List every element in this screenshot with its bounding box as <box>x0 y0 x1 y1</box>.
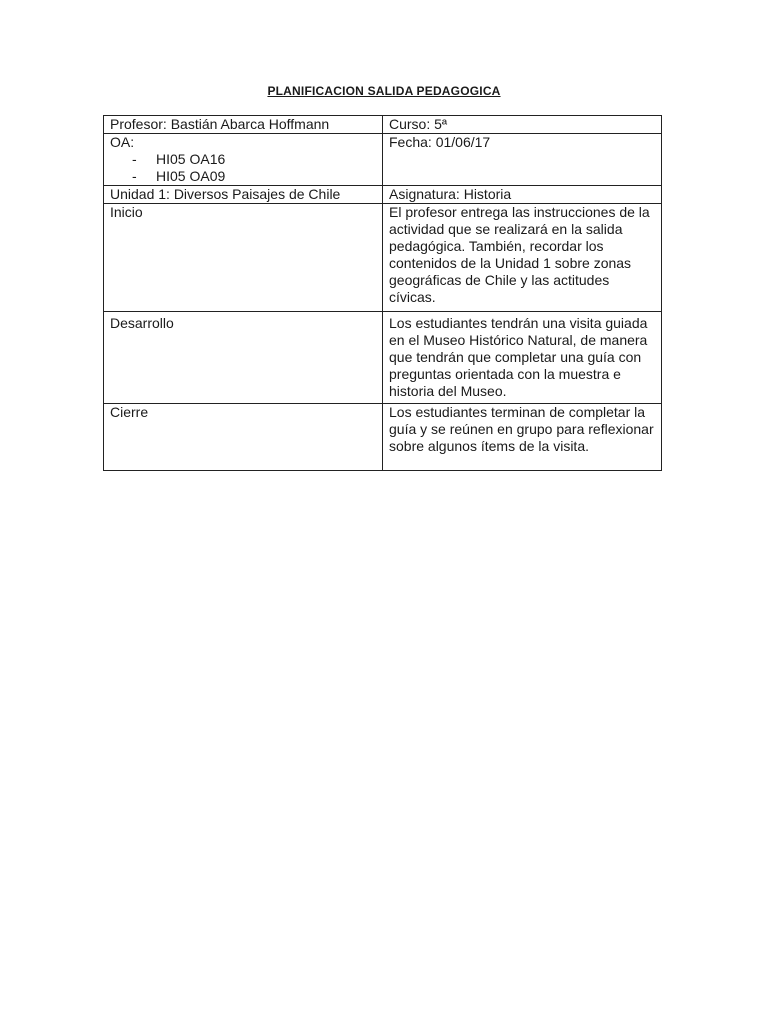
phase-label: Cierre <box>104 404 383 471</box>
table-row <box>104 204 662 312</box>
table-row <box>104 186 662 204</box>
list-item <box>132 168 376 185</box>
planning-table <box>103 115 662 471</box>
table-row <box>104 116 662 134</box>
phase-description: Los estudiantes tendrán una visita guiada en el Museo Histórico Natural, de manera que tendrán que completar una guía con preguntas orientada con la muestra e historia del Museo. <box>383 312 662 404</box>
list-item <box>132 151 376 168</box>
profesor-cell: Profesor: Bastián Abarca Hoffmann <box>104 116 383 134</box>
oa-cell <box>104 134 383 186</box>
document-title: PLANIFICACION SALIDA PEDAGOGICA <box>267 84 501 98</box>
phase-description: El profesor entrega las instrucciones de la actividad que se realizará en la salida pedagógica. También, recordar los contenidos de la Unidad 1 sobre zonas geográficas de Chile y las actitudes cívicas. <box>383 204 662 312</box>
phase-description: Los estudiantes terminan de completar la guía y se reúnen en grupo para reflexionar sobre algunos ítems de la visita. <box>383 404 662 471</box>
oa-item: HI05 OA09 <box>156 168 226 184</box>
oa-item: HI05 OA16 <box>156 151 226 167</box>
asignatura-cell: Asignatura: Historia <box>383 186 662 204</box>
fecha-cell: Fecha: 01/06/17 <box>383 134 662 186</box>
phase-label: Inicio <box>104 204 383 312</box>
unidad-cell: Unidad 1: Diversos Paisajes de Chile <box>104 186 383 204</box>
phase-label: Desarrollo <box>104 312 383 404</box>
table-row <box>104 404 662 471</box>
oa-list <box>110 151 376 185</box>
dash-bullet: - <box>132 168 137 184</box>
oa-label: OA: <box>110 134 135 150</box>
table-row <box>104 134 662 186</box>
dash-bullet: - <box>132 151 137 167</box>
curso-cell: Curso: 5ª <box>383 116 662 134</box>
table-row <box>104 312 662 404</box>
